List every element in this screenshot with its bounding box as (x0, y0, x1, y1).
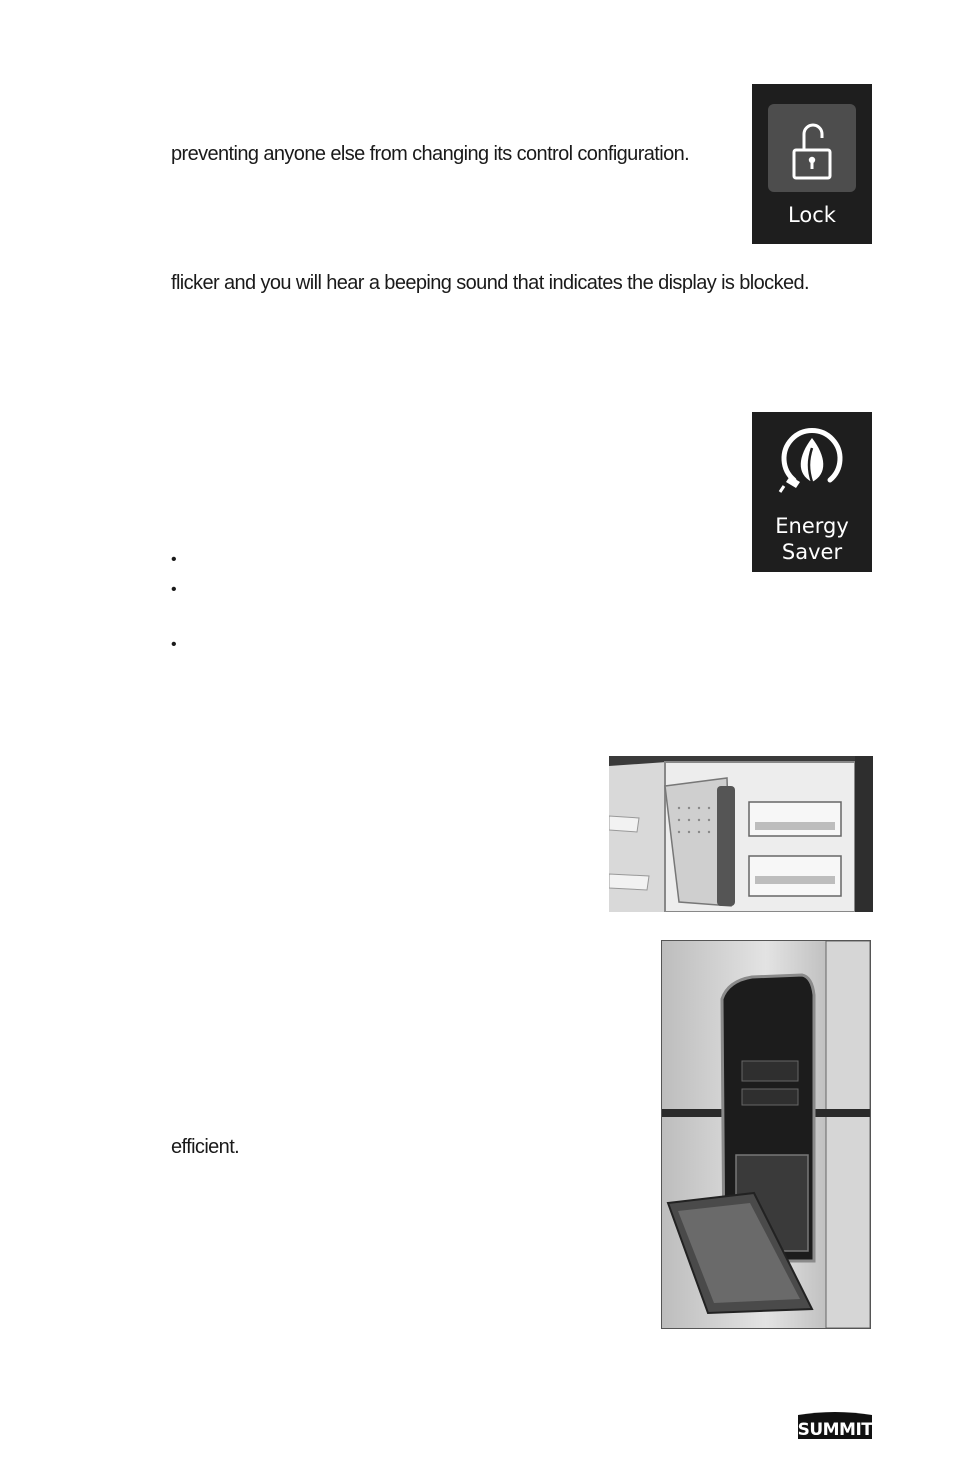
summit-logo (796, 1409, 874, 1441)
lock-label: Lock (788, 203, 836, 227)
bullet-3: • (171, 636, 177, 653)
paragraph-efficient-text: efficient. (171, 1136, 240, 1158)
paragraph-lock-text: preventing anyone else from changing its control configuration. (171, 143, 690, 165)
energy-saver-label-line2: Saver (781, 540, 843, 564)
energy-saver-button-graphic (752, 412, 872, 572)
lock-icon-tile (768, 104, 856, 192)
bullet-1: • (171, 551, 177, 568)
open-door-illustration (609, 756, 873, 912)
refrigerator-door-illustration (661, 940, 871, 1329)
lock-button-graphic (752, 84, 872, 244)
padlock-open-icon (768, 104, 856, 192)
svg-text:SUMMIT: SUMMIT (797, 1420, 873, 1440)
energy-saver-label-line1: Energy (775, 514, 849, 538)
leaf-plug-icon (774, 420, 850, 496)
bullet-2: • (171, 581, 177, 598)
paragraph-flicker-text: flicker and you will hear a beeping sound that indicates the display is blocked. (171, 272, 809, 294)
